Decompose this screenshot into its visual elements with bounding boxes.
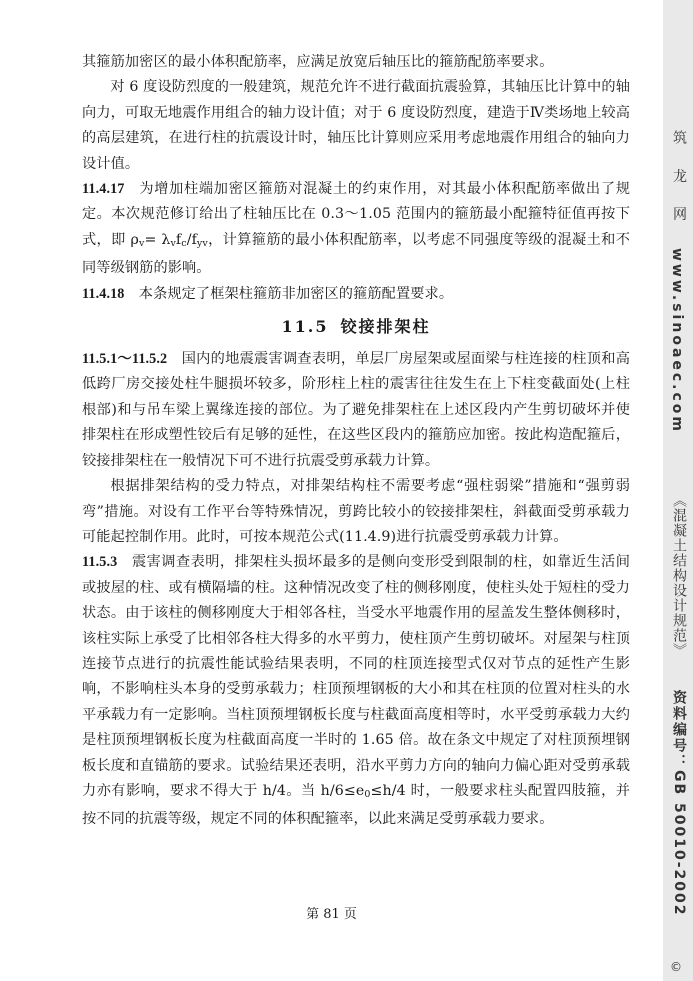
formula-part: f (175, 231, 182, 248)
subscript: 0 (364, 788, 371, 800)
side-copyright: © (669, 960, 683, 976)
paragraph-strong-column: 根据排架结构的受力特点，对排架结构柱不需要考虑“强柱弱梁”措施和“强剪弱弯”措施。对设有工作平台等特殊情况，剪跨比较小的铰接排架柱，斜截面受剪承载力可能起控制作用。此时，可按本规范公式(11.4.9)进行抗震受剪承载力计算。 (82, 478, 630, 545)
side-url: www.sinoaec.com (669, 248, 685, 435)
section-number: 11.5 (281, 317, 329, 337)
clause-11-4-18 (82, 282, 630, 307)
clause-text: 本条规定了框架柱箍筋非加密区的箍筋配置要求。 (138, 285, 454, 302)
side-document-title: 《混凝土结构设计规范》 (671, 493, 687, 658)
paragraph-continuation: 其箍筋加密区的最小体积配筋率，应满足放宽后轴压比的箍筋配筋率要求。 (82, 54, 554, 70)
paragraph-seismic-6-degree: 对 6 度设防烈度的一般建筑，规范允许不进行截面抗震验算，其轴压比计算中的轴向力，可取无地震作用组合的轴力设计值；对于 6 度设防烈度，建造于Ⅳ类场地上较高的高层建筑，在进行柱的抗震设计时，轴压比计算则应采用考虑地震作用组合的轴向力设计值。 (82, 79, 630, 172)
side-document-code: 资料编号：GB 50010-2002 (671, 690, 687, 917)
clause-11-5-1 (82, 347, 630, 474)
clause-number: 11.5.1～11.5.2 (82, 351, 168, 368)
clause-text: 国内的地震震害调查表明，单层厂房屋架或屋面梁与柱连接的柱顶和高低跨厂房交接处柱牛腿损坏较多，阶形柱上柱的震害往往发生在上下柱变截面处(上柱根部)和与吊车梁上翼缘连接的部位。为了避免排架柱在上述区段内产生剪切破坏并使排架柱在形成塑性铰后有足够的延性，在这些区段内的箍筋应加密。按此构造配箍后，铰接排架柱在一般情况下可不进行抗震受剪承载力计算。 (82, 351, 630, 469)
subscript: c (181, 237, 187, 249)
subscript: v (170, 237, 176, 249)
clause-11-4-17 (82, 177, 630, 282)
subscript: v (139, 237, 145, 249)
side-brand: 筑 龙 网 (671, 130, 687, 231)
section-heading (82, 307, 630, 347)
clause-text: 震害调查表明，排架柱头损坏最多的是侧向变形受到限制的柱，如靠近生活间或披屋的柱、或有横隔墙的柱。这种情况改变了柱的侧移刚度，使柱头处于短柱的受力状态。由于该柱的侧移刚度大于相邻各柱，当受水平地震作用的屋盖发生整体侧移时，该柱实际上承受了比相邻各柱大得多的水平剪力，使柱顶产生剪切破坏。对屋架与柱顶连接节点进行的抗震性能试验结果表明，不同的柱顶连接型式仅对节点的延性产生影响，不影响柱头本身的受剪承载力；柱顶预埋钢板的大小和其在柱顶的位置对柱头的水平承载力有一定影响。当柱顶预埋钢板长度与柱截面高度相等时，水平受剪承载力大约是柱顶预埋钢板长度为柱截面高度一半时的 1.65 倍。故在条文中规定了对柱顶预埋钢板长度和直锚筋的要求。试验结果还表明，沿水平剪力方向的轴向力偏心距对受剪承载力亦有影响，要求不得大于 h/4。当 h/6≤e (82, 554, 630, 799)
subscript: yv (196, 237, 208, 249)
clause-11-5-3 (82, 550, 630, 832)
clause-text: 为增加柱端加密区箍筋对混凝土的约束作用，对其最小体积配筋率做出了规定。本次规范修订给出了柱轴压比在 0.3～1.05 范围内的箍筋最小配箍特征值再按下式，即 ρ (82, 181, 630, 248)
side-banner (663, 0, 693, 981)
document-body (82, 50, 630, 833)
clause-text: ≤h/4 时，一般要求柱头配置四肢箍，并按不同的抗震等级，规定不同的体积配箍率，以此来满足受剪承载力要求。 (82, 782, 630, 828)
clause-number: 11.4.17 (82, 181, 125, 198)
clause-number: 11.4.18 (82, 285, 125, 302)
formula-part: = λ (144, 231, 171, 248)
formula-part: /f (186, 231, 197, 248)
section-name: 铰接排架柱 (340, 317, 431, 337)
clause-number: 11.5.3 (82, 554, 118, 571)
page-number: 第 81 页 (306, 907, 357, 922)
clause-text: ，计算箍筋的最小体积配筋率，以考虑不同强度等级的混凝土和不同等级钢筋的影响。 (82, 231, 630, 277)
